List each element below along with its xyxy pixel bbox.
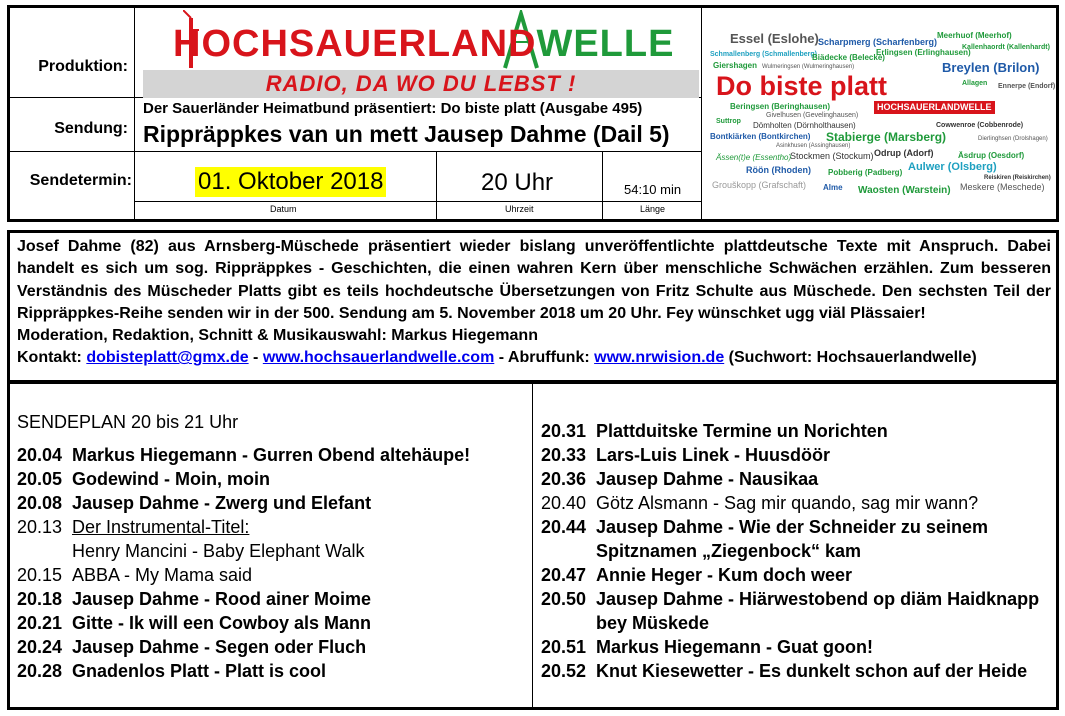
description-text: Josef Dahme (82) aus Arnsberg-Müschede präsentiert wieder bislang unveröffentlichte plattdeutsche Texte mit Anspruch. Dabei handelt es sich um sog. Rippräppkes - Geschichten, die einen wahren Kern über menschliche Schwächen erzählen. Zum besseren Verständnis des Müscheder Platts gibt es teils hochdeutsche Übersetzungen von Fritz Schulte aus Müschede. Den sechsten Teil der Rippräppkes-Reihe senden wir in der 500. Sendung am 5. November 2018 um 20 Uhr. Fey wünschket ugg viäl Plässaier! (17, 238, 1051, 322)
schedule-entry: Jausep Dahme - Nausikaa (596, 469, 819, 489)
schedule-time: 20.47 (541, 565, 587, 585)
logo-title (173, 22, 674, 66)
sub-label-uhrzeit: Uhrzeit (505, 204, 534, 214)
wc-word: Reiskiren (Reiskirchen) (984, 175, 1051, 181)
wc-word: Odrup (Adorf) (874, 148, 934, 158)
contact-separator: - (248, 349, 263, 367)
wc-word: Aulwer (Olsberg) (908, 161, 997, 173)
wc-word: Breylen (Brilon) (942, 60, 1040, 75)
schedule-entry: Godewind - Moin, moin (72, 469, 270, 489)
wc-word: Beringsen (Beringhausen) (730, 102, 831, 111)
wc-word: Alme (823, 183, 843, 192)
schedule-entry: ABBA - My Mama said (72, 565, 253, 585)
abruffunk-label: - Abruffunk: (494, 349, 595, 367)
schedule-time: 20.51 (541, 637, 587, 657)
schedule-time: 20.52 (541, 661, 587, 681)
schedule-time: 20.31 (541, 421, 587, 441)
website-link[interactable]: www.hochsauerlandwelle.com (262, 349, 495, 367)
schedule-time: 20.05 (17, 469, 63, 489)
broadcast-time: 20 Uhr (481, 169, 554, 196)
schedule-entry: Knut Kiesewetter - Es dunkelt schon auf der Heide (596, 661, 1028, 681)
schedule-entry: Plattduitske Termine un Norichten (596, 421, 888, 441)
wc-word: Pobberig (Padberg) (828, 168, 903, 177)
schedule-time: 20.13 (17, 517, 63, 537)
broadcast-date: 01. Oktober 2018 (195, 167, 386, 197)
wc-word: Schmallenberg (Schmallenberg) (710, 51, 817, 58)
wc-word: Röön (Rhoden) (746, 165, 811, 175)
header-row-line-2 (10, 151, 701, 152)
logo-title-sauerland: SAUERLAND (288, 23, 537, 65)
wc-word: Erlingsen (Erlinghausen) (876, 48, 971, 57)
schedule-entry: Lars-Luis Linek - Huusdöör (596, 445, 831, 465)
schedule-entry: Markus Hiegemann - Guat goon! (596, 637, 874, 657)
wc-word: Stabierge (Marsberg) (826, 130, 947, 144)
suchwort-text: (Suchwort: Hochsauerlandwelle) (724, 349, 977, 367)
schedule-entry: Markus Hiegemann - Gurren Obend altehäupe! (72, 445, 471, 465)
schedule-entry: Der Instrumental-Titel: (72, 517, 250, 537)
schedule-time: 20.28 (17, 661, 63, 681)
header-divider-time (436, 152, 437, 219)
description-contact-line (17, 347, 1051, 369)
wc-word: Waosten (Warstein) (858, 185, 951, 196)
wc-word: Bontkiärken (Bontkirchen) (710, 132, 811, 141)
description-moderation: Moderation, Redaktion, Schnitt & Musikauswahl: Markus Hiegemann (17, 327, 538, 345)
schedule-entry: Jausep Dahme - Zwerg und Elefant (72, 493, 372, 513)
wc-logo-small: HOCHSAUERLANDWELLE (874, 101, 995, 114)
logo-title-welle: WELLE (536, 23, 675, 65)
schedule-entry: Spitznamen „Ziegenbock“ kam (596, 541, 862, 561)
wc-word: Biädecke (Belecke) (812, 53, 885, 62)
schedule-time: 20.44 (541, 517, 587, 537)
schedule-entry: Gitte - Ik will een Cowboy als Mann (72, 613, 372, 633)
logo-slogan: RADIO, DA WO DU LEBST ! (265, 71, 577, 96)
wc-word: Wulmeringsen (Wulmeringhausen) (762, 64, 855, 70)
wc-word: Dierlinghsen (Drolshagen) (978, 136, 1048, 142)
schedule-time: 20.40 (541, 493, 587, 513)
wc-word: Scharpmerg (Scharfenberg) (818, 37, 938, 47)
schedule-time: 20.18 (17, 589, 63, 609)
wc-main: Do biste platt (716, 71, 888, 101)
schedule-entry: Götz Alsmann - Sag mir quando, sag mir wann? (596, 493, 979, 513)
schedule-time: 20.36 (541, 469, 587, 489)
wc-word: Äsdrup (Oesdorf) (958, 151, 1025, 160)
sendung-subtitle: Der Sauerländer Heimatbund präsentiert: Do biste platt (Ausgabe 495) (143, 100, 643, 117)
schedule-time: 20.50 (541, 589, 587, 609)
schedule-entry: Jausep Dahme - Hiärwestobend op diäm Haidknapp (596, 589, 1040, 609)
email-link[interactable]: dobisteplatt@gmx.de (86, 349, 249, 367)
wc-word: Stockmen (Stockum) (790, 151, 874, 161)
broadcast-duration: 54:10 min (624, 182, 682, 197)
sub-label-laenge: Länge (640, 204, 666, 214)
sendeplan-title: SENDEPLAN 20 bis 21 Uhr (17, 412, 239, 432)
wc-word: Essel (Eslohe) (730, 31, 819, 46)
schedule-time: 20.33 (541, 445, 587, 465)
schedule-time: 20.21 (17, 613, 63, 633)
wc-word: Suttrop (716, 118, 741, 125)
sub-label-datum: Datum (270, 204, 297, 214)
header-divider-labels (134, 8, 135, 219)
schedule-time: 20.24 (17, 637, 63, 657)
sendeplan-column-divider (532, 384, 533, 707)
wc-word: Kallenhaordt (Kallenhardt) (962, 44, 1050, 51)
hochsauerlandwelle-logo (143, 10, 699, 96)
logo-title-hoch: HOCH (173, 23, 289, 65)
label-produktion: Produktion: (38, 58, 128, 75)
schedule-time: 20.08 (17, 493, 63, 513)
wc-word: Dömholten (Dörnholthausen) (753, 121, 856, 130)
schedule-entry: Jausep Dahme - Segen oder Fluch (72, 637, 367, 657)
contact-label: Kontakt: (17, 349, 87, 367)
sendung-title: Rippräppkes van un mett Jausep Dahme (Dail 5) (143, 121, 670, 147)
schedule-entry: Gnadenlos Platt - Platt is cool (72, 661, 327, 681)
label-sendung: Sendung: (54, 120, 128, 137)
header-divider-duration (602, 152, 603, 219)
wc-word: Meskere (Meschede) (960, 182, 1045, 192)
schedule-entry: Henry Mancini - Baby Elephant Walk (72, 541, 365, 561)
wc-word: Allagen (962, 80, 988, 87)
wc-word: Asinkhusen (Assinghausen) (776, 143, 851, 149)
wc-word: Grouškopp (Grafschaft) (712, 180, 807, 190)
wc-word: Meerhuof (Meerhof) (937, 31, 1012, 40)
label-sendetermin: Sendetermin: (29, 172, 132, 189)
wc-word: Cowwenroe (Cobbenrode) (936, 122, 1024, 129)
wc-word: Givelhusen (Gevelinghausen) (766, 112, 859, 119)
wc-word: Ennerpe (Endorf) (998, 83, 1056, 90)
schedule-time: 20.04 (17, 445, 63, 465)
header-divider-wordcloud (701, 8, 702, 219)
wc-word: Ässen(t)e (Essentho) (716, 153, 792, 162)
schedule-time: 20.15 (17, 565, 63, 585)
schedule-entry: Jausep Dahme - Rood ainer Moime (72, 589, 372, 609)
nrwision-link[interactable]: www.nrwision.de (594, 349, 725, 367)
schedule-entry: Annie Heger - Kum doch weer (596, 565, 853, 585)
schedule-entry: Jausep Dahme - Wie der Schneider zu seinem (596, 517, 988, 537)
wc-word: Giershagen (713, 61, 758, 70)
description (17, 236, 1051, 370)
schedule-entry: bey Müskede (596, 613, 710, 633)
header-row-line-3 (134, 201, 701, 202)
